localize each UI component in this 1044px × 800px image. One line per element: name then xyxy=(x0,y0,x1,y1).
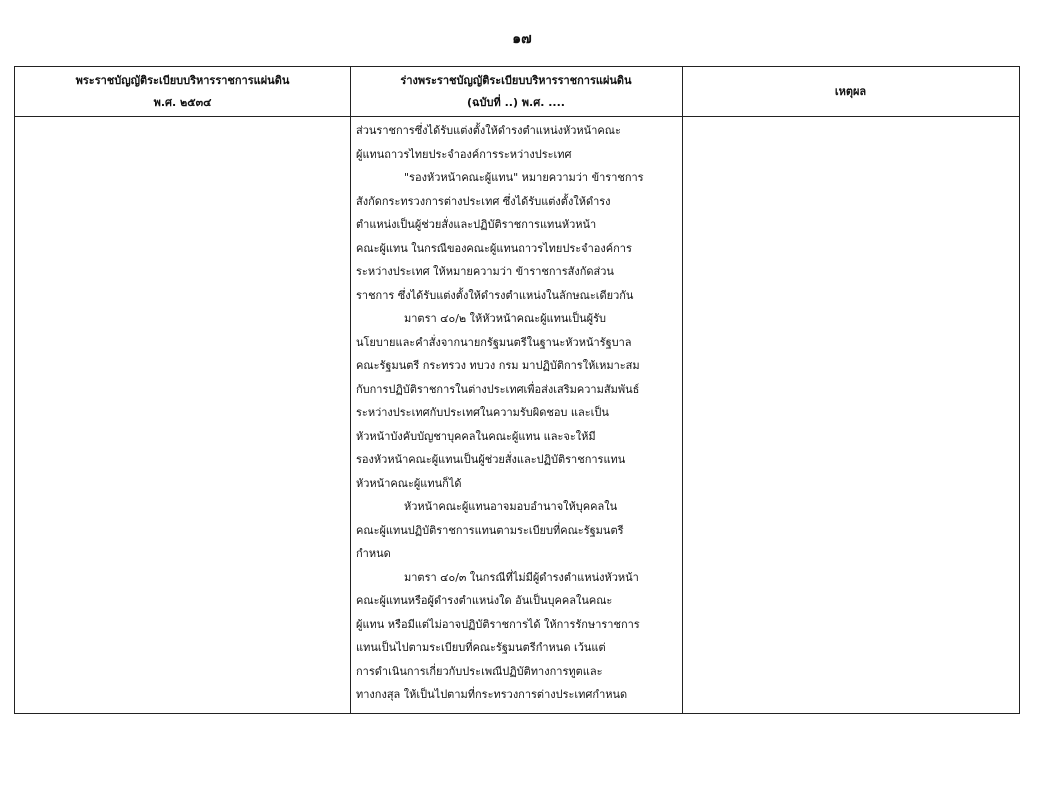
draft-text-line: ระหว่างประเทศ ให้หมายความว่า ข้าราชการสังกัดส่วน xyxy=(356,265,614,278)
column-header-current-act xyxy=(15,67,350,117)
draft-text-line: ผู้แทนถาวรไทยประจำองค์การระหว่างประเทศ xyxy=(356,147,572,161)
draft-text-line: คณะผู้แทนปฏิบัติราชการแทนตามระเบียบที่คณะรัฐมนตรี xyxy=(356,523,624,537)
draft-text-line: กำหนด xyxy=(356,547,391,560)
column-header-draft-act-edition: (ฉบับที่ ..) พ.ศ. .... xyxy=(467,95,565,109)
draft-text-line: ผู้แทน หรือมีแต่ไม่อาจปฏิบัติราชการได้ ให้การรักษาราชการ xyxy=(356,617,640,631)
column-header-reason-title: เหตุผล xyxy=(834,84,867,98)
draft-text-line: คณะรัฐมนตรี กระทรวง ทบวง กรม มาปฏิบัติการให้เหมาะสม xyxy=(356,359,640,372)
draft-text-line: ทางกงสุล ให้เป็นไปตามที่กระทรวงการต่างประเทศกำหนด xyxy=(356,688,628,701)
draft-text-line: คณะผู้แทน ในกรณีของคณะผู้แทนถาวรไทยประจำองค์การ xyxy=(356,241,632,255)
draft-text-line: การดำเนินการเกี่ยวกับประเพณีปฏิบัติทางการทูตและ xyxy=(356,664,603,678)
draft-text-line: มาตรา ๔๐/๓ ในกรณีที่ไม่มีผู้ดำรงตำแหน่งหัวหน้า xyxy=(404,570,639,584)
column-header-current-act-title: พระราชบัญญัติระเบียบบริหารราชการแผ่นดิน xyxy=(75,73,290,87)
current-act-cell xyxy=(15,117,350,713)
draft-text-line: มาตรา ๔๐/๒ ให้หัวหน้าคณะผู้แทนเป็นผู้รับ xyxy=(404,312,607,325)
draft-text-line: สังกัดกระทรวงการต่างประเทศ ซึ่งได้รับแต่งตั้งให้ดำรง xyxy=(356,194,611,208)
draft-text-line: รองหัวหน้าคณะผู้แทนเป็นผู้ช่วยสั่งและปฏิบัติราชการแทน xyxy=(356,453,626,466)
draft-text-line: ระหว่างประเทศกับประเทศในความรับผิดชอบ และเป็น xyxy=(356,406,609,419)
draft-text-line: หัวหน้าคณะผู้แทนอาจมอบอำนาจให้บุคคลใน xyxy=(404,500,618,513)
draft-text-line: "รองหัวหน้าคณะผู้แทน" หมายความว่า ข้าราชการ xyxy=(404,171,644,184)
draft-text-line: หัวหน้าบังคับบัญชาบุคคลในคณะผู้แทน และจะให้มี xyxy=(356,429,596,443)
column-header-draft-act-title: ร่างพระราชบัญญัติระเบียบบริหารราชการแผ่นดิน xyxy=(400,73,632,87)
draft-text-line: คณะผู้แทนหรือผู้ดำรงตำแหน่งใด อันเป็นบุคคลในคณะ xyxy=(356,594,613,607)
draft-text-line: แทนเป็นไปตามระเบียบที่คณะรัฐมนตรีกำหนด เว้นแต่ xyxy=(356,641,606,654)
draft-text-line: ราชการ ซึ่งได้รับแต่งตั้งให้ดำรงตำแหน่งในลักษณะเดียวกัน xyxy=(356,288,634,302)
column-header-reason xyxy=(682,67,1019,117)
column-header-draft-act xyxy=(350,67,682,117)
page-number: ๑๗ xyxy=(512,31,532,47)
draft-act-cell xyxy=(356,117,678,713)
column-header-current-act-year: พ.ศ. ๒๕๓๔ xyxy=(153,95,212,109)
draft-text-line: ตำแหน่งเป็นผู้ช่วยสั่งและปฏิบัติราชการแทนหัวหน้า xyxy=(356,218,597,231)
column-divider xyxy=(350,67,351,713)
draft-text-line: นโยบายและคำสั่งจากนายกรัฐมนตรีในฐานะหัวหน้ารัฐบาล xyxy=(356,335,632,349)
comparison-table xyxy=(14,66,1020,714)
draft-text-line: กับการปฏิบัติราชการในต่างประเทศเพื่อส่งเสริมความสัมพันธ์ xyxy=(356,382,640,396)
draft-text-line: หัวหน้าคณะผู้แทนก็ได้ xyxy=(356,476,462,490)
reason-cell xyxy=(683,117,1019,713)
draft-text-line: ส่วนราชการซึ่งได้รับแต่งตั้งให้ดำรงตำแหน่งหัวหน้าคณะ xyxy=(356,124,621,137)
